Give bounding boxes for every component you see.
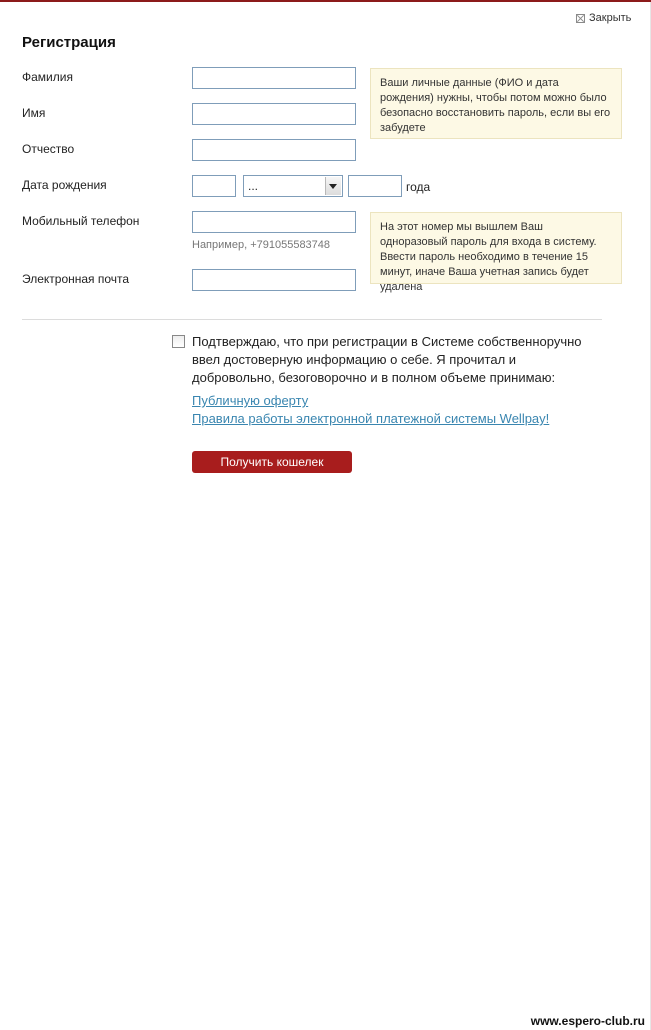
close-icon — [576, 14, 585, 23]
patronymic-label: Отчество — [22, 142, 75, 156]
last-name-label: Фамилия — [22, 70, 73, 84]
last-name-input[interactable] — [192, 67, 356, 89]
phone-input[interactable] — [192, 211, 356, 233]
agreement-text: Подтверждаю, что при регистрации в Системе собственноручно ввел достоверную информацию о себе. Я прочитал и добровольно, безоговорочно и в полном объеме принимаю: — [192, 334, 582, 385]
agreement-checkbox[interactable] — [172, 335, 185, 348]
get-wallet-button[interactable]: Получить кошелек — [192, 451, 352, 473]
email-label: Электронная почта — [22, 272, 130, 286]
phone-example: Например, +79105558374​8 — [192, 239, 331, 251]
close-label: Закрыть — [589, 12, 632, 24]
personal-data-hint: Ваши личные данные (ФИО и дата рождения) нужны, чтобы потом можно было безопасно восстановить пароль, если вы его забудете — [370, 68, 622, 139]
top-border — [0, 0, 651, 2]
payment-rules-link[interactable]: Правила работы электронной платежной системы Wellpay! — [192, 411, 550, 426]
patronymic-input[interactable] — [192, 139, 356, 161]
birth-day-input[interactable] — [192, 175, 236, 197]
divider — [22, 319, 602, 320]
close-button[interactable] — [576, 12, 631, 24]
birth-date-label: Дата рождения — [22, 178, 107, 192]
birth-month-value: ... — [248, 179, 259, 193]
first-name-label: Имя — [22, 106, 46, 120]
birth-month-select[interactable] — [243, 175, 343, 197]
watermark: www.espero-club.ru — [530, 1014, 645, 1028]
phone-hint: На этот номер мы вышлем Ваш одноразовый пароль для входа в систему. Ввести пароль необходимо в течение 15 минут, иначе Ваша учетная запись будет удалена — [370, 212, 622, 284]
birth-year-input[interactable] — [348, 175, 402, 197]
public-offer-link[interactable]: Публичную оферту — [192, 393, 309, 408]
phone-label: Мобильный телефон — [22, 214, 140, 228]
first-name-input[interactable] — [192, 103, 356, 125]
chevron-down-icon[interactable] — [325, 177, 341, 195]
year-suffix-label: года — [406, 180, 431, 194]
page-title: Регистрация — [22, 34, 116, 51]
email-input[interactable] — [192, 269, 356, 291]
